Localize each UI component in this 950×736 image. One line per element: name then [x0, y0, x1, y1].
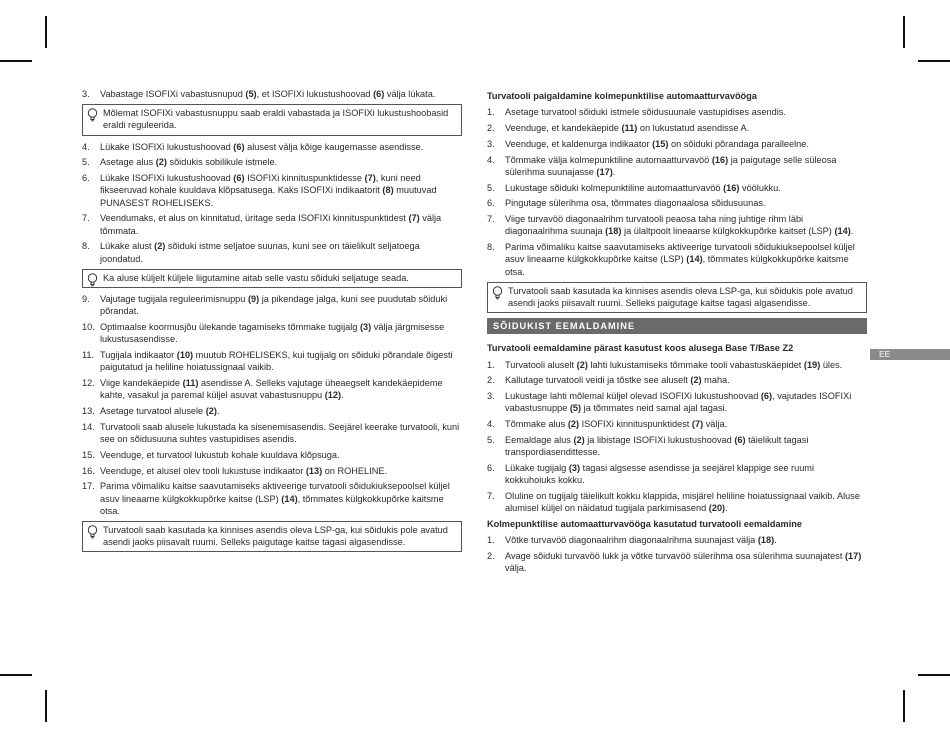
crop-mark [903, 690, 905, 722]
item-text: Võtke turvavöö diagonaalrihm diagonaalrihma suunajast välja (18). [505, 535, 777, 546]
item-text: Veenduge, et turvatool lukustub kohale kuuldava klõpsuga. [100, 449, 340, 460]
item-number: 7. [487, 491, 495, 501]
list-item [82, 377, 462, 401]
list-item [82, 240, 462, 264]
list-item [487, 418, 867, 430]
item-number: 17. [82, 481, 95, 492]
item-text: Vajutage tugijala reguleerimisnuppu (9) ja pikendage jalga, kuni see puudutab sõiduki põrandat. [100, 294, 448, 317]
item-number: 2. [487, 551, 495, 561]
item-number: 3. [487, 138, 495, 149]
list-item [82, 421, 462, 445]
note-box [82, 269, 462, 288]
note-box [82, 521, 462, 552]
item-number: 1. [487, 535, 495, 546]
item-number: 5. [487, 182, 495, 193]
item-number: 5. [82, 157, 90, 168]
left-list-2 [82, 141, 462, 265]
left-list-1 [82, 88, 462, 100]
item-text: Veenduge, et kandekäepide (11) on lukustatud asendisse A. [505, 123, 750, 133]
item-text: Pingutage sülerihma osa, tõmmates diagonaalosa sõidusuunas. [505, 198, 766, 209]
list-item [487, 138, 867, 150]
list-item [82, 349, 462, 373]
item-text: Oluline on tugijalg täielikult kokku klappida, misjärel heliline hoiatussignaal vaikib. Aluse alumisel küljel on näidatud tugijala parkimisasend (20). [505, 491, 860, 514]
list-item [82, 480, 462, 517]
list-item [82, 212, 462, 236]
list-item [82, 405, 462, 417]
item-text: Turvatooli aluselt (2) lahti lukustamiseks tõmmake tooli vabastuskäepidet (19) üles. [505, 359, 843, 370]
item-number: 8. [82, 241, 90, 252]
item-number: 6. [487, 463, 495, 473]
left-list-3 [82, 293, 462, 517]
right-column [487, 88, 867, 578]
list-item [82, 321, 462, 345]
item-number: 2. [487, 375, 495, 386]
left-column [82, 88, 462, 557]
item-text: Lükake ISOFIXi lukustushoovad (6) alusest välja kõige kaugemasse asendisse. [100, 141, 424, 152]
section-title-bar: SÕIDUKIST EEMALDAMINE [487, 318, 867, 334]
note-text: Ka aluse küljelt küljele liigutamine aitab selle vastu sõiduki seljatuge seada. [103, 272, 409, 283]
item-text: Viige kandekäepide (11) asendisse A. Selleks vajutage üheaegselt kandekäepideme kahte, vasakul ja paremal küljel asuvat vabastusnuppu (12). [100, 378, 443, 401]
list-item [487, 154, 867, 178]
crop-mark [918, 674, 950, 676]
section-heading: Turvatooli paigaldamine kolmepunktilise automaatturvavööga [487, 91, 757, 101]
crop-mark [0, 674, 32, 676]
item-number: 15. [82, 449, 95, 460]
crop-mark [0, 60, 32, 62]
list-item [487, 434, 867, 458]
item-number: 12. [82, 378, 95, 389]
item-text: Asetage turvatool alusele (2). [100, 406, 220, 417]
item-number: 1. [487, 359, 495, 370]
item-text: Tugijala indikaator (10) muutub ROHELISEKS, kui tugijalg on sõiduki põrandale õigesti paigutatud ja heliline hoiatussignaal vaikib. [100, 350, 453, 373]
item-number: 6. [487, 198, 495, 209]
lightbulb-icon [87, 108, 98, 122]
list-item [82, 449, 462, 461]
section-heading: Kolmepunktilise automaatturvavööga kasutatud turvatooli eemaldamine [487, 519, 802, 529]
list-item [82, 156, 462, 168]
crop-mark [45, 690, 47, 722]
item-text: Avage sõiduki turvavöö lukk ja võtke turvavöö sülerihma osa sülerihma suunajatest (17) välja. [505, 551, 862, 574]
item-text: Viige turvavöö diagonaalrihm turvatooli peaosa taha ning juhtige rihm läbi diagonaalrihma suunaja (18) ja ülaltpoolt lineaarse külgkokkupõrke kaitset (LSP) (14). [505, 214, 854, 237]
list-item [487, 106, 867, 118]
list-item [82, 465, 462, 477]
lightbulb-icon [492, 286, 503, 300]
item-text: Tõmmake alus (2) ISOFIXi kinnituspunktidest (7) välja. [505, 419, 728, 430]
list-item [487, 490, 867, 514]
list-item [487, 462, 867, 486]
right-list-3 [487, 534, 867, 574]
item-text: Lükake alust (2) sõiduki istme seljatoe suunas, kuni see on täielikult seljatoega joondatud. [100, 241, 420, 264]
item-number: 2. [487, 123, 495, 133]
item-text: Tõmmake välja kolmepunktiline automaatturvavöö (16) ja paigutage selle süleosa sülerihma suunajasse (17). [505, 154, 837, 177]
item-text: Lükake ISOFIXi lukustushoovad (6) ISOFIXi kinnituspunktidesse (7), kuni need fikseeruvad kohale kuuldava klõpsatusega. Kaks ISOFIXi indikaatorit (8) muutuvad PUNASEST ROHELISEKS. [100, 173, 437, 208]
note-box [82, 104, 462, 135]
crop-mark [918, 60, 950, 62]
item-number: 4. [82, 141, 90, 152]
list-item [82, 141, 462, 153]
item-text: Parima võimaliku kaitse saavutamiseks aktiveerige turvatooli sõidukiuksepoolsel küljel asuv lineaarne külgkokkupõrke kaitse (LSP) (14), tõmmates külgkokkupõrke kaitsme otsa. [100, 481, 450, 516]
crop-mark [903, 16, 905, 48]
item-number: 7. [82, 213, 90, 224]
item-text: Optimaalse koormusjõu ülekande tagamiseks tõmmake tugijalg (3) välja järgmisesse lukustusasendisse. [100, 322, 445, 345]
list-item [487, 390, 867, 414]
list-item [82, 172, 462, 209]
note-box [487, 282, 867, 313]
item-number: 16. [82, 465, 95, 476]
list-item [487, 359, 867, 371]
item-number: 3. [82, 89, 90, 99]
item-text: Asetage alus (2) sõidukis sobilikule istmele. [100, 157, 278, 168]
right-list-2 [487, 359, 867, 515]
language-tab: EE [870, 349, 950, 360]
item-text: Veendumaks, et alus on kinnitatud, üritage seda ISOFIXi kinnituspunktidest (7) välja tõmmata. [100, 213, 442, 236]
item-number: 7. [487, 214, 495, 225]
list-item [487, 122, 867, 134]
item-number: 1. [487, 107, 495, 118]
item-number: 10. [82, 322, 95, 333]
list-item [487, 534, 867, 546]
item-number: 3. [487, 391, 495, 402]
item-text: Lukustage lahti mõlemal küljel olevad ISOFIXi lukustushoovad (6), vajutades ISOFIXi vabastusnuppe (5) ja tõmmates neid samal ajal tagasi. [505, 391, 852, 414]
item-number: 8. [487, 242, 495, 253]
item-text: Lükake tugijalg (3) tagasi algsesse asendisse ja seejärel klappige see ruumi kokkuhoiuks kokku. [505, 463, 814, 486]
item-text: Lukustage sõiduki kolmepunktiline automaatturvavöö (16) vöölukku. [505, 182, 781, 193]
item-text: Veenduge, et kaldenurga indikaator (15) on sõiduki põrandaga paralleelne. [505, 138, 809, 149]
section-heading: Turvatooli eemaldamine pärast kasutust koos alusega Base T/Base Z2 [487, 343, 794, 354]
list-item [487, 213, 867, 237]
list-item [487, 182, 867, 194]
item-text: Eemaldage alus (2) ja libistage ISOFIXi lukustushoovad (6) täielikult tagasi transpordiasendittesse. [505, 435, 809, 458]
item-text: Parima võimaliku kaitse saavutamiseks aktiveerige turvatooli sõidukiuksepoolsel küljel asuv lineaarne külgkokkupõrke kaitse (LSP) (14), tõmmates külgkokkupõrke kaitsme otsa. [505, 242, 855, 277]
item-text: Veenduge, et alusel olev tooli lukustuse indikaator (13) on ROHELINE. [100, 465, 388, 476]
item-text: Vabastage ISOFIXi vabastusnupud (5), et ISOFIXi lukustushoovad (6) välja lükata. [100, 89, 436, 99]
item-number: 9. [82, 294, 90, 305]
item-text: Kallutage turvatooli veidi ja tõstke see aluselt (2) maha. [505, 375, 730, 386]
right-list-1 [487, 106, 867, 278]
list-item [82, 88, 462, 100]
lightbulb-icon [87, 273, 98, 287]
item-number: 6. [82, 173, 90, 184]
item-text: Asetage turvatool sõiduki istmele sõidusuunale vastupidises asendis. [505, 107, 786, 118]
item-number: 11. [82, 350, 95, 361]
item-number: 13. [82, 406, 95, 417]
list-item [82, 293, 462, 317]
item-number: 5. [487, 435, 495, 445]
item-number: 4. [487, 154, 495, 165]
item-number: 14. [82, 421, 95, 432]
item-number: 4. [487, 419, 495, 430]
list-item [487, 197, 867, 209]
note-text: Turvatooli saab kasutada ka kinnises asendis oleva LSP-ga, kui sõidukis pole avatud asendi jaoks piisavalt ruumi. Selleks paigutage kaitse tagasi algasendisse. [103, 525, 448, 548]
list-item [487, 374, 867, 386]
note-text: Mõlemat ISOFIXi vabastusnuppu saab eraldi vabastada ja ISOFIXi lukustushoobasid eraldi reguleerida. [103, 108, 449, 131]
lightbulb-icon [87, 525, 98, 539]
list-item [487, 550, 867, 574]
note-text: Turvatooli saab kasutada ka kinnises asendis oleva LSP-ga, kui sõidukis pole avatud asendi jaoks piisavalt ruumi. Selleks paigutage kaitse tagasi algasendisse. [508, 285, 853, 308]
list-item [487, 241, 867, 278]
crop-mark [45, 16, 47, 48]
item-text: Turvatooli saab alusele lukustada ka sisenemisasendis. Seejärel keerake turvatooli, kuni see on sõidusuuna suhtes vastupidises asendis. [100, 421, 460, 445]
